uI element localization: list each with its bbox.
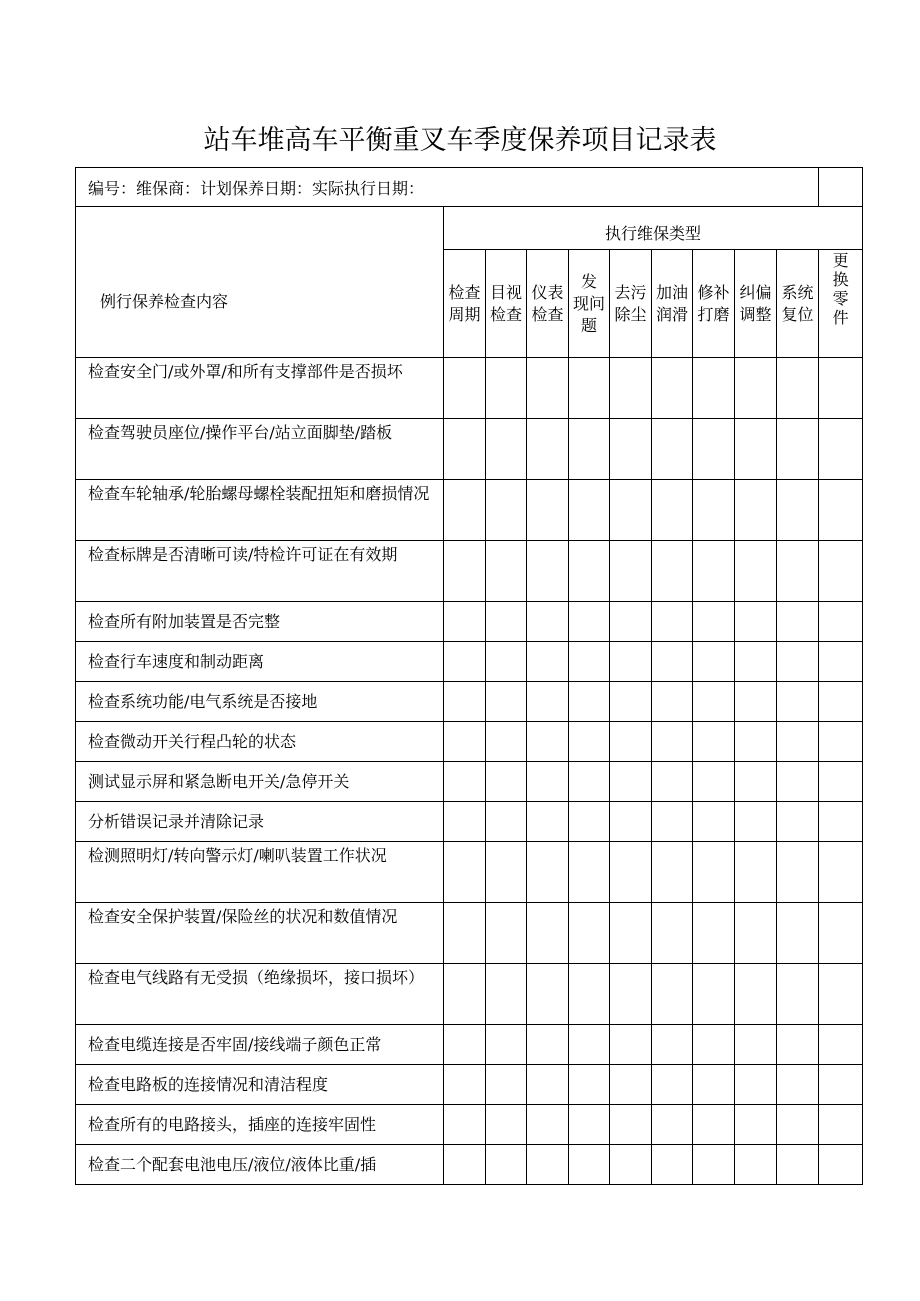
check-cell[interactable] <box>819 1065 863 1105</box>
check-cell[interactable] <box>610 842 652 903</box>
table-row <box>76 1025 863 1065</box>
check-cell[interactable] <box>527 1025 569 1065</box>
check-item-label: 检查车轮轴承/轮胎螺母螺栓装配扭矩和磨损情况 <box>76 480 444 541</box>
check-cell[interactable] <box>569 802 610 842</box>
check-item-label: 检查驾驶员座位/操作平台/站立面脚垫/踏板 <box>76 419 444 480</box>
check-cell[interactable] <box>527 480 569 541</box>
check-cell[interactable] <box>652 964 693 1025</box>
check-cell[interactable] <box>652 541 693 602</box>
check-cell[interactable] <box>693 903 735 964</box>
check-cell[interactable] <box>652 682 693 722</box>
check-cell[interactable] <box>569 903 610 964</box>
check-cell[interactable] <box>610 358 652 419</box>
check-cell[interactable] <box>693 1025 735 1065</box>
check-cell[interactable] <box>569 358 610 419</box>
check-cell[interactable] <box>486 480 527 541</box>
check-cell[interactable] <box>569 842 610 903</box>
check-cell[interactable] <box>819 903 863 964</box>
check-cell[interactable] <box>610 642 652 682</box>
check-cell[interactable] <box>735 964 777 1025</box>
check-cell[interactable] <box>610 480 652 541</box>
check-cell[interactable] <box>610 903 652 964</box>
check-cell[interactable] <box>486 602 527 642</box>
check-cell[interactable] <box>610 419 652 480</box>
check-cell[interactable] <box>819 964 863 1025</box>
check-cell[interactable] <box>569 682 610 722</box>
check-cell[interactable] <box>569 419 610 480</box>
check-cell[interactable] <box>693 842 735 903</box>
check-cell[interactable] <box>819 1105 863 1145</box>
check-cell[interactable] <box>735 842 777 903</box>
check-cell[interactable] <box>735 602 777 642</box>
check-item-label: 检测照明灯/转向警示灯/喇叭装置工作状况 <box>76 842 444 903</box>
check-cell[interactable] <box>777 419 819 480</box>
check-cell[interactable] <box>652 1065 693 1105</box>
content-header: 例行保养检查内容 <box>76 207 444 358</box>
check-cell[interactable] <box>735 802 777 842</box>
check-cell[interactable] <box>527 1105 569 1145</box>
col-header-clean: 去污 除尘 <box>610 250 652 358</box>
check-cell[interactable] <box>527 541 569 602</box>
check-cell[interactable] <box>693 964 735 1025</box>
meta-label: 编号：维保商：计划保养日期：实际执行日期： <box>76 168 819 207</box>
header-row-1 <box>76 207 863 250</box>
check-cell[interactable] <box>693 1065 735 1105</box>
check-cell[interactable] <box>777 1105 819 1145</box>
check-cell[interactable] <box>444 419 486 480</box>
check-cell[interactable] <box>777 1065 819 1105</box>
check-cell[interactable] <box>693 722 735 762</box>
check-cell[interactable] <box>652 419 693 480</box>
check-cell[interactable] <box>610 602 652 642</box>
check-cell[interactable] <box>819 762 863 802</box>
check-cell[interactable] <box>527 762 569 802</box>
col-header-replace-parts: 更 换 零 件 <box>819 250 863 358</box>
check-cell[interactable] <box>527 358 569 419</box>
check-cell[interactable] <box>693 642 735 682</box>
check-cell[interactable] <box>693 1145 735 1185</box>
check-cell[interactable] <box>444 1065 486 1105</box>
check-item-label: 检查微动开关行程凸轮的状态 <box>76 722 444 762</box>
check-cell[interactable] <box>735 358 777 419</box>
check-cell[interactable] <box>693 802 735 842</box>
check-item-label: 检查所有的电路接头，插座的连接牢固性 <box>76 1105 444 1145</box>
col-header-reset: 系统 复位 <box>777 250 819 358</box>
check-cell[interactable] <box>819 802 863 842</box>
check-cell[interactable] <box>819 602 863 642</box>
table-row <box>76 762 863 802</box>
check-cell[interactable] <box>444 1025 486 1065</box>
check-cell[interactable] <box>735 1065 777 1105</box>
table-row <box>76 722 863 762</box>
check-cell[interactable] <box>444 762 486 802</box>
table-row <box>76 642 863 682</box>
check-cell[interactable] <box>652 602 693 642</box>
check-item-label: 检查电气线路有无受损（绝缘损坏，接口损坏） <box>76 964 444 1025</box>
check-cell[interactable] <box>777 842 819 903</box>
check-cell[interactable] <box>735 1105 777 1145</box>
check-cell[interactable] <box>652 1025 693 1065</box>
check-cell[interactable] <box>610 1025 652 1065</box>
col-header-cycle: 检查 周期 <box>444 250 486 358</box>
check-cell[interactable] <box>527 802 569 842</box>
check-cell[interactable] <box>693 541 735 602</box>
check-cell[interactable] <box>527 1065 569 1105</box>
check-cell[interactable] <box>569 1145 610 1185</box>
check-cell[interactable] <box>486 1065 527 1105</box>
check-cell[interactable] <box>444 682 486 722</box>
check-cell[interactable] <box>693 682 735 722</box>
check-cell[interactable] <box>735 480 777 541</box>
check-cell[interactable] <box>444 903 486 964</box>
check-cell[interactable] <box>735 903 777 964</box>
check-cell[interactable] <box>735 642 777 682</box>
table-row <box>76 842 863 903</box>
check-cell[interactable] <box>444 602 486 642</box>
check-cell[interactable] <box>777 682 819 722</box>
check-item-label: 检查标牌是否清晰可读/特检许可证在有效期 <box>76 541 444 602</box>
table-row <box>76 682 863 722</box>
check-item-label: 检查电缆连接是否牢固/接线端子颜色正常 <box>76 1025 444 1065</box>
check-cell[interactable] <box>569 642 610 682</box>
table-row <box>76 419 863 480</box>
check-cell[interactable] <box>486 903 527 964</box>
check-cell[interactable] <box>569 1105 610 1145</box>
check-cell[interactable] <box>444 1145 486 1185</box>
col-header-lube: 加油 润滑 <box>652 250 693 358</box>
check-cell[interactable] <box>735 1025 777 1065</box>
maintenance-record-table <box>75 167 863 1185</box>
check-cell[interactable] <box>527 642 569 682</box>
check-cell[interactable] <box>735 762 777 802</box>
check-cell[interactable] <box>444 1105 486 1145</box>
table-row <box>76 903 863 964</box>
check-cell[interactable] <box>693 358 735 419</box>
check-cell[interactable] <box>569 722 610 762</box>
check-cell[interactable] <box>610 1065 652 1105</box>
check-cell[interactable] <box>652 480 693 541</box>
col-header-meter: 仪表 检查 <box>527 250 569 358</box>
check-cell[interactable] <box>444 722 486 762</box>
check-cell[interactable] <box>819 842 863 903</box>
check-cell[interactable] <box>652 358 693 419</box>
table-row <box>76 964 863 1025</box>
check-cell[interactable] <box>569 602 610 642</box>
col-header-adjust: 纠偏 调整 <box>735 250 777 358</box>
check-cell[interactable] <box>693 480 735 541</box>
check-cell[interactable] <box>486 1025 527 1065</box>
check-cell[interactable] <box>652 642 693 682</box>
check-cell[interactable] <box>652 722 693 762</box>
check-cell[interactable] <box>486 722 527 762</box>
check-cell[interactable] <box>527 842 569 903</box>
check-cell[interactable] <box>527 419 569 480</box>
check-item-label: 分析错误记录并清除记录 <box>76 802 444 842</box>
check-cell[interactable] <box>819 642 863 682</box>
check-item-label: 测试显示屏和紧急断电开关/急停开关 <box>76 762 444 802</box>
check-cell[interactable] <box>777 602 819 642</box>
check-cell[interactable] <box>569 480 610 541</box>
check-cell[interactable] <box>569 1025 610 1065</box>
check-cell[interactable] <box>486 682 527 722</box>
check-cell[interactable] <box>569 762 610 802</box>
check-item-label: 检查系统功能/电气系统是否接地 <box>76 682 444 722</box>
check-cell[interactable] <box>486 802 527 842</box>
col-header-issue: 发 现问 题 <box>569 250 610 358</box>
check-cell[interactable] <box>486 762 527 802</box>
item-rows <box>76 358 863 1185</box>
check-cell[interactable] <box>569 1065 610 1105</box>
table-row <box>76 1145 863 1185</box>
check-cell[interactable] <box>735 722 777 762</box>
check-cell[interactable] <box>527 964 569 1025</box>
meta-blank-cell[interactable] <box>819 168 863 207</box>
check-cell[interactable] <box>444 480 486 541</box>
check-cell[interactable] <box>819 1025 863 1065</box>
check-cell[interactable] <box>527 903 569 964</box>
check-cell[interactable] <box>777 964 819 1025</box>
table-row <box>76 541 863 602</box>
check-cell[interactable] <box>652 1145 693 1185</box>
check-cell[interactable] <box>652 1105 693 1145</box>
check-cell[interactable] <box>527 682 569 722</box>
check-cell[interactable] <box>610 722 652 762</box>
check-cell[interactable] <box>527 722 569 762</box>
check-item-label: 检查安全门/或外罩/和所有支撑部件是否损坏 <box>76 358 444 419</box>
check-cell[interactable] <box>735 541 777 602</box>
check-cell[interactable] <box>444 358 486 419</box>
check-cell[interactable] <box>610 1105 652 1145</box>
check-cell[interactable] <box>735 419 777 480</box>
col-header-repair: 修补 打磨 <box>693 250 735 358</box>
check-cell[interactable] <box>527 1145 569 1185</box>
check-cell[interactable] <box>652 802 693 842</box>
check-cell[interactable] <box>444 642 486 682</box>
check-item-label: 检查所有附加装置是否完整 <box>76 602 444 642</box>
check-cell[interactable] <box>444 541 486 602</box>
check-cell[interactable] <box>486 419 527 480</box>
check-cell[interactable] <box>777 1145 819 1185</box>
check-cell[interactable] <box>819 419 863 480</box>
check-cell[interactable] <box>777 1025 819 1065</box>
check-cell[interactable] <box>735 1145 777 1185</box>
check-cell[interactable] <box>652 903 693 964</box>
check-item-label: 检查行车速度和制动距离 <box>76 642 444 682</box>
table-row <box>76 602 863 642</box>
check-cell[interactable] <box>444 802 486 842</box>
check-cell[interactable] <box>610 1145 652 1185</box>
check-cell[interactable] <box>610 682 652 722</box>
check-cell[interactable] <box>777 722 819 762</box>
check-cell[interactable] <box>486 842 527 903</box>
check-cell[interactable] <box>693 602 735 642</box>
page-title: 站车堆高车平衡重叉车季度保养项目记录表 <box>203 125 717 156</box>
check-cell[interactable] <box>777 358 819 419</box>
check-cell[interactable] <box>486 541 527 602</box>
check-cell[interactable] <box>652 762 693 802</box>
check-cell[interactable] <box>527 602 569 642</box>
check-cell[interactable] <box>610 541 652 602</box>
check-cell[interactable] <box>777 903 819 964</box>
check-cell[interactable] <box>610 964 652 1025</box>
check-cell[interactable] <box>693 419 735 480</box>
table-row <box>76 358 863 419</box>
check-cell[interactable] <box>486 358 527 419</box>
check-cell[interactable] <box>777 541 819 602</box>
check-cell[interactable] <box>444 964 486 1025</box>
check-cell[interactable] <box>819 682 863 722</box>
check-cell[interactable] <box>569 541 610 602</box>
meta-row <box>76 168 863 207</box>
check-item-label: 检查电路板的连接情况和清洁程度 <box>76 1065 444 1105</box>
table-row <box>76 1065 863 1105</box>
check-cell[interactable] <box>777 802 819 842</box>
check-cell[interactable] <box>486 642 527 682</box>
col-header-visual: 目视 检查 <box>486 250 527 358</box>
check-cell[interactable] <box>693 1105 735 1145</box>
check-cell[interactable] <box>735 682 777 722</box>
check-cell[interactable] <box>819 541 863 602</box>
check-cell[interactable] <box>819 480 863 541</box>
check-cell[interactable] <box>819 1145 863 1185</box>
maintenance-type-header: 执行维保类型 <box>444 207 863 250</box>
check-item-label: 检查二个配套电池电压/液位/液体比重/插 <box>76 1145 444 1185</box>
check-item-label: 检查安全保护装置/保险丝的状况和数值情况 <box>76 903 444 964</box>
check-cell[interactable] <box>610 802 652 842</box>
check-cell[interactable] <box>444 842 486 903</box>
check-cell[interactable] <box>819 358 863 419</box>
table-row <box>76 1105 863 1145</box>
check-cell[interactable] <box>652 842 693 903</box>
check-cell[interactable] <box>693 762 735 802</box>
check-cell[interactable] <box>777 480 819 541</box>
table-row <box>76 480 863 541</box>
check-cell[interactable] <box>486 1145 527 1185</box>
check-cell[interactable] <box>777 762 819 802</box>
check-cell[interactable] <box>610 762 652 802</box>
table-row <box>76 802 863 842</box>
check-cell[interactable] <box>569 964 610 1025</box>
check-cell[interactable] <box>486 964 527 1025</box>
check-cell[interactable] <box>819 722 863 762</box>
check-cell[interactable] <box>486 1105 527 1145</box>
check-cell[interactable] <box>777 642 819 682</box>
